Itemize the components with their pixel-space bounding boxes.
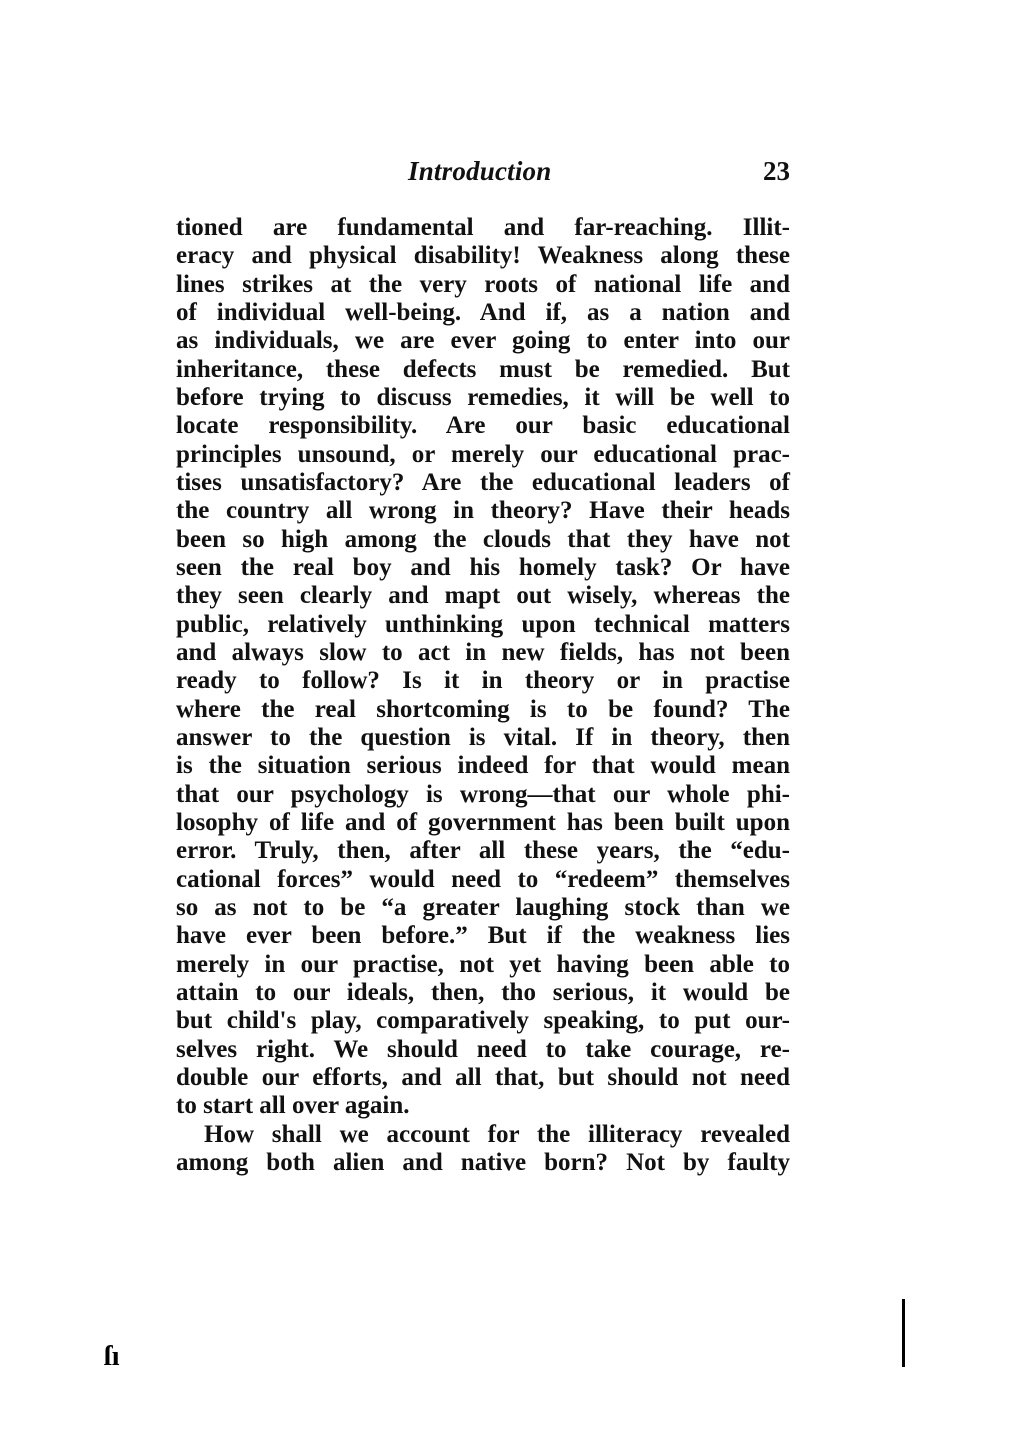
text-line: have ever been before.” But if the weakness lies bbox=[176, 922, 790, 950]
text-line: cational forces” would need to “redeem” themselves bbox=[176, 865, 790, 893]
text-line: of individual well-being. And if, as a nation and bbox=[176, 298, 790, 326]
text-line: among both alien and native born? Not by faulty bbox=[176, 1148, 790, 1176]
page-number: 23 bbox=[763, 156, 790, 186]
text-line: so as not to be “a greater laughing stock than we bbox=[176, 893, 790, 921]
text-line: tises unsatisfactory? Are the educational leaders of bbox=[176, 468, 790, 496]
text-line: selves right. We should need to take courage, re- bbox=[176, 1035, 790, 1063]
text-line: they seen clearly and mapt out wisely, whereas the bbox=[176, 582, 790, 610]
text-line: attain to our ideals, then, tho serious, it would be bbox=[176, 978, 790, 1006]
text-line: eracy and physical disability! Weakness along these bbox=[176, 242, 790, 270]
text-line: tioned are fundamental and far-reaching. Illit- bbox=[176, 214, 790, 241]
page-edge-rule bbox=[902, 1299, 905, 1367]
text-line: but child's play, comparatively speaking, to put our- bbox=[176, 1007, 790, 1035]
text-line: is the situation serious indeed for that would mean bbox=[176, 752, 790, 780]
text-line: error. Truly, then, after all these years, the “edu- bbox=[176, 837, 790, 865]
text-line: seen the real boy and his homely task? Or have bbox=[176, 553, 790, 581]
text-line: been so high among the clouds that they have not bbox=[176, 525, 790, 553]
text-line: before trying to discuss remedies, it will be well to bbox=[176, 383, 790, 411]
text-line: answer to the question is vital. If in theory, then bbox=[176, 723, 790, 751]
text-line: the country all wrong in theory? Have their heads bbox=[176, 497, 790, 525]
paragraph-end-line: to start all over again. bbox=[176, 1092, 410, 1120]
text-line: lines strikes at the very roots of national life and bbox=[176, 270, 790, 298]
paragraph-start-line: How shall we account for the illiteracy revealed bbox=[204, 1120, 790, 1148]
text-line: that our psychology is wrong—that our whole phi- bbox=[176, 780, 790, 808]
text-line: public, relatively unthinking upon technical matters bbox=[176, 610, 790, 638]
text-line: double our efforts, and all that, but should not need bbox=[176, 1063, 790, 1091]
running-title: Introduction bbox=[408, 156, 552, 186]
text-line: merely in our practise, not yet having been able to bbox=[176, 950, 790, 978]
text-line: and always slow to act in new fields, has not been bbox=[176, 638, 790, 666]
text-line: ready to follow? Is it in theory or in practise bbox=[176, 667, 790, 695]
text-line: locate responsibility. Are our basic educational bbox=[176, 412, 790, 440]
margin-mark: ſı bbox=[104, 1341, 120, 1372]
text-line: as individuals, we are ever going to enter into our bbox=[176, 327, 790, 355]
body-text bbox=[176, 214, 790, 1177]
running-head bbox=[176, 153, 790, 193]
text-line: inheritance, these defects must be remedied. But bbox=[176, 355, 790, 383]
text-line: where the real shortcoming is to be found? The bbox=[176, 695, 790, 723]
text-line: losophy of life and of government has been built upon bbox=[176, 808, 790, 836]
text-line: principles unsound, or merely our educational prac- bbox=[176, 440, 790, 468]
